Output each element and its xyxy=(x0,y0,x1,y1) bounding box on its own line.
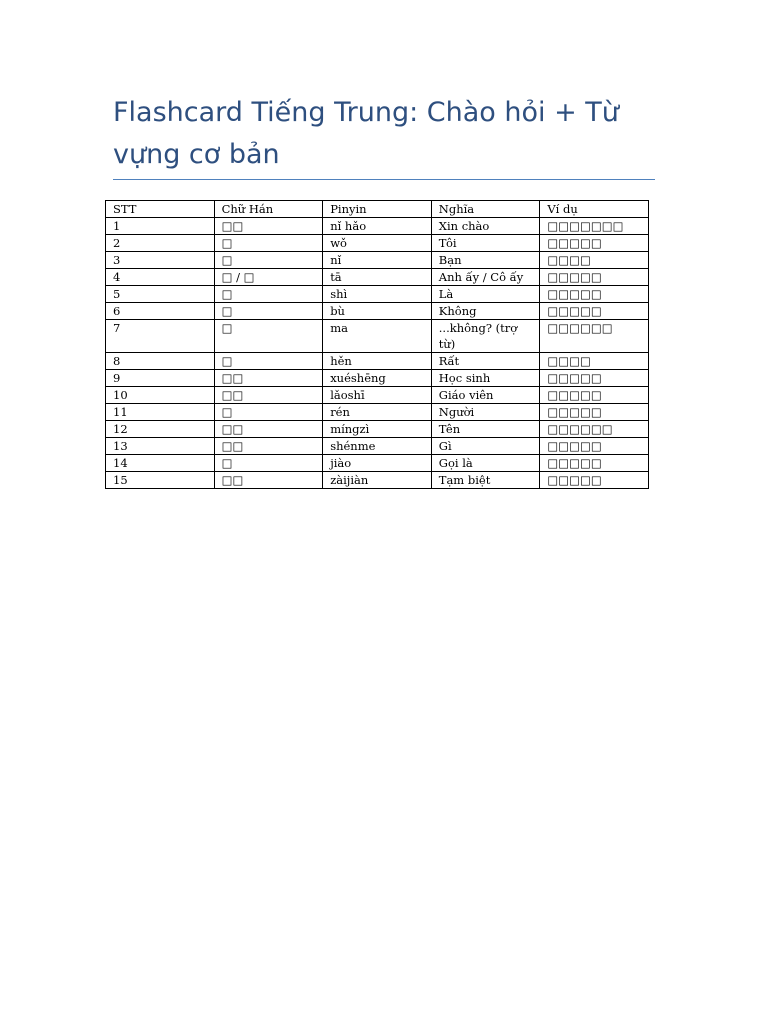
cell-stt: 13 xyxy=(106,438,215,455)
cell-nghia: Tôi xyxy=(431,235,540,252)
table-row xyxy=(106,269,649,286)
cell-pinyin: rén xyxy=(323,404,432,421)
cell-nghia: Gọi là xyxy=(431,455,540,472)
cell-stt: 12 xyxy=(106,421,215,438)
table-row xyxy=(106,472,649,489)
cell-nghia: Gì xyxy=(431,438,540,455)
cell-chu-han: □□ xyxy=(214,387,323,404)
cell-chu-han: □ xyxy=(214,286,323,303)
cell-stt: 11 xyxy=(106,404,215,421)
cell-vi-du: □□□□□ xyxy=(540,235,649,252)
cell-chu-han: □□ xyxy=(214,370,323,387)
cell-chu-han: □ xyxy=(214,404,323,421)
cell-chu-han: □ xyxy=(214,320,323,353)
cell-pinyin: bù xyxy=(323,303,432,320)
table-row xyxy=(106,235,649,252)
cell-nghia: ...không? (trợ từ) xyxy=(431,320,540,353)
cell-vi-du: □□□□□□ xyxy=(540,421,649,438)
cell-pinyin: míngzì xyxy=(323,421,432,438)
table-row xyxy=(106,387,649,404)
cell-vi-du: □□□□□ xyxy=(540,387,649,404)
cell-chu-han: □□ xyxy=(214,472,323,489)
page-title: Flashcard Tiếng Trung: Chào hỏi + Từ vựng cơ bản xyxy=(113,97,619,170)
header-chu-han: Chữ Hán xyxy=(214,201,323,218)
table-row xyxy=(106,404,649,421)
cell-chu-han: □ xyxy=(214,455,323,472)
cell-stt: 4 xyxy=(106,269,215,286)
cell-pinyin: shénme xyxy=(323,438,432,455)
cell-pinyin: zàijiàn xyxy=(323,472,432,489)
cell-nghia: Giáo viên xyxy=(431,387,540,404)
cell-nghia: Học sinh xyxy=(431,370,540,387)
cell-vi-du: □□□□□ xyxy=(540,286,649,303)
cell-stt: 8 xyxy=(106,353,215,370)
table-row xyxy=(106,370,649,387)
cell-stt: 5 xyxy=(106,286,215,303)
cell-vi-du: □□□□□ xyxy=(540,472,649,489)
cell-pinyin: xuéshēng xyxy=(323,370,432,387)
cell-stt: 2 xyxy=(106,235,215,252)
table-header-row xyxy=(106,201,649,218)
cell-nghia: Tạm biệt xyxy=(431,472,540,489)
table-row xyxy=(106,286,649,303)
cell-vi-du: □□□□□□□ xyxy=(540,218,649,235)
cell-vi-du: □□□□ xyxy=(540,353,649,370)
cell-chu-han: □□ xyxy=(214,438,323,455)
cell-vi-du: □□□□□ xyxy=(540,438,649,455)
cell-vi-du: □□□□□□ xyxy=(540,320,649,353)
table-row xyxy=(106,252,649,269)
cell-nghia: Người xyxy=(431,404,540,421)
cell-pinyin: ma xyxy=(323,320,432,353)
cell-nghia: Không xyxy=(431,303,540,320)
cell-vi-du: □□□□□ xyxy=(540,455,649,472)
cell-chu-han: □ xyxy=(214,235,323,252)
cell-stt: 15 xyxy=(106,472,215,489)
cell-chu-han: □ xyxy=(214,353,323,370)
cell-nghia: Rất xyxy=(431,353,540,370)
vocabulary-table xyxy=(105,200,649,489)
cell-vi-du: □□□□□ xyxy=(540,269,649,286)
header-nghia: Nghĩa xyxy=(431,201,540,218)
cell-stt: 1 xyxy=(106,218,215,235)
cell-vi-du: □□□□□ xyxy=(540,370,649,387)
cell-chu-han: □ xyxy=(214,252,323,269)
table-row xyxy=(106,421,649,438)
cell-pinyin: wǒ xyxy=(323,235,432,252)
table-row xyxy=(106,218,649,235)
cell-nghia: Anh ấy / Cô ấy xyxy=(431,269,540,286)
cell-vi-du: □□□□□ xyxy=(540,303,649,320)
cell-pinyin: hěn xyxy=(323,353,432,370)
cell-nghia: Là xyxy=(431,286,540,303)
cell-pinyin: tā xyxy=(323,269,432,286)
cell-vi-du: □□□□ xyxy=(540,252,649,269)
table-row xyxy=(106,438,649,455)
table-row xyxy=(106,303,649,320)
cell-nghia: Xin chào xyxy=(431,218,540,235)
cell-stt: 3 xyxy=(106,252,215,269)
cell-stt: 14 xyxy=(106,455,215,472)
header-stt: STT xyxy=(106,201,215,218)
table-body xyxy=(106,218,649,489)
cell-pinyin: shì xyxy=(323,286,432,303)
cell-chu-han: □□ xyxy=(214,421,323,438)
cell-vi-du: □□□□□ xyxy=(540,404,649,421)
header-vi-du: Ví dụ xyxy=(540,201,649,218)
table-row xyxy=(106,320,649,353)
cell-chu-han: □ xyxy=(214,303,323,320)
header-pinyin: Pinyin xyxy=(323,201,432,218)
cell-nghia: Bạn xyxy=(431,252,540,269)
cell-stt: 10 xyxy=(106,387,215,404)
cell-stt: 9 xyxy=(106,370,215,387)
cell-pinyin: jiào xyxy=(323,455,432,472)
cell-chu-han: □ / □ xyxy=(214,269,323,286)
cell-pinyin: nǐ hǎo xyxy=(323,218,432,235)
table-row xyxy=(106,455,649,472)
cell-stt: 6 xyxy=(106,303,215,320)
cell-pinyin: lǎoshī xyxy=(323,387,432,404)
cell-stt: 7 xyxy=(106,320,215,353)
table-row xyxy=(106,353,649,370)
cell-chu-han: □□ xyxy=(214,218,323,235)
title-underline xyxy=(113,179,655,180)
cell-nghia: Tên xyxy=(431,421,540,438)
cell-pinyin: nǐ xyxy=(323,252,432,269)
